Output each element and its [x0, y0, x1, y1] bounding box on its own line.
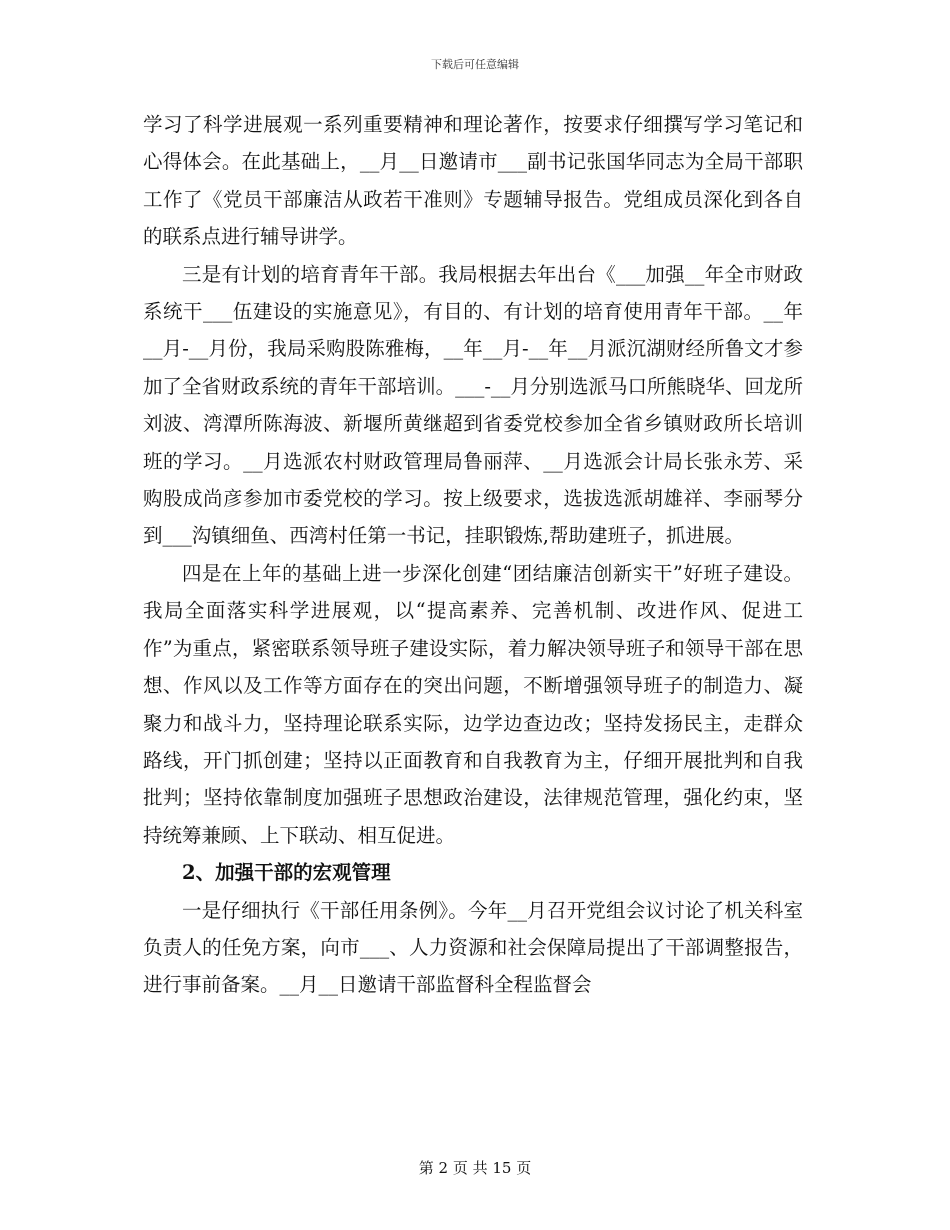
paragraph-youth-cadres: 三是有计划的培育青年干部。我局根据去年出台《___加强__年全市财政系统干___伍建设的实施意见》，有目的、有计划的培育使用青年干部。__年__月-__月份，我局采购股陈雅梅，__年__月-__年__月派沉湖财经所鲁文才参加了全省财政系统的青年干部培训。___-__月分别选派马口所熊晓华、回龙所刘波、湾潭所陈海波、新堰所黄继超到省委党校参加全省乡镇财政所长培训班的学习。__月选派农村财政管理局鲁丽萍、__月选派会计局长张永芳、采购股成尚彦参加市委党校的学习。按上级要求，选拔选派胡雄祥、李丽琴分到___沟镇细鱼、西湾村任第一书记，挂职锻炼,帮助建班子，抓进展。	[143, 262, 803, 548]
document-body	[143, 106, 803, 1004]
paragraph-leadership-building: 四是在上年的基础上进一步深化创建“团结廉洁创新实干”好班子建设。我局全面落实科学进展观，以“提高素养、完善机制、改进作风、促进工作”为重点，紧密联系领导班子建设实际，着力解决领导班子和领导干部在思想、作风以及工作等方面存在的突出问题，不断增强领导班子的制造力、凝聚力和战斗力，坚持理论联系实际，边学边查边改；坚持发扬民主，走群众路线，开门抓创建；坚持以正面教育和自我教育为主，仔细开展批判和自我批判；坚持依靠制度加强班子思想政治建设，法律规范管理，强化约束，坚持统筹兼顾、上下联动、相互促进。	[143, 561, 803, 847]
page-number: 第 2 页 共 15 页	[418, 1159, 532, 1177]
page-header: 下载后可任意编辑	[431, 58, 519, 71]
paragraph-appointment-regulations: 一是仔细执行《干部任用条例》。今年__月召开党组会议讨论了机关科室负责人的任免方案，向市___、人力资源和社会保障局提出了干部调整报告，进行事前备案。__月__日邀请干部监督科全程监督会	[143, 898, 803, 997]
paragraph-continuation: 学习了科学进展观一系列重要精神和理论著作，按要求仔细撰写学习笔记和心得体会。在此基础上，__月__日邀请市___副书记张国华同志为全局干部职工作了《党员干部廉洁从政若干准则》专题辅导报告。党组成员深化到各自的联系点进行辅导讲学。	[143, 113, 803, 249]
section-heading: 2、加强干部的宏观管理	[182, 861, 391, 885]
